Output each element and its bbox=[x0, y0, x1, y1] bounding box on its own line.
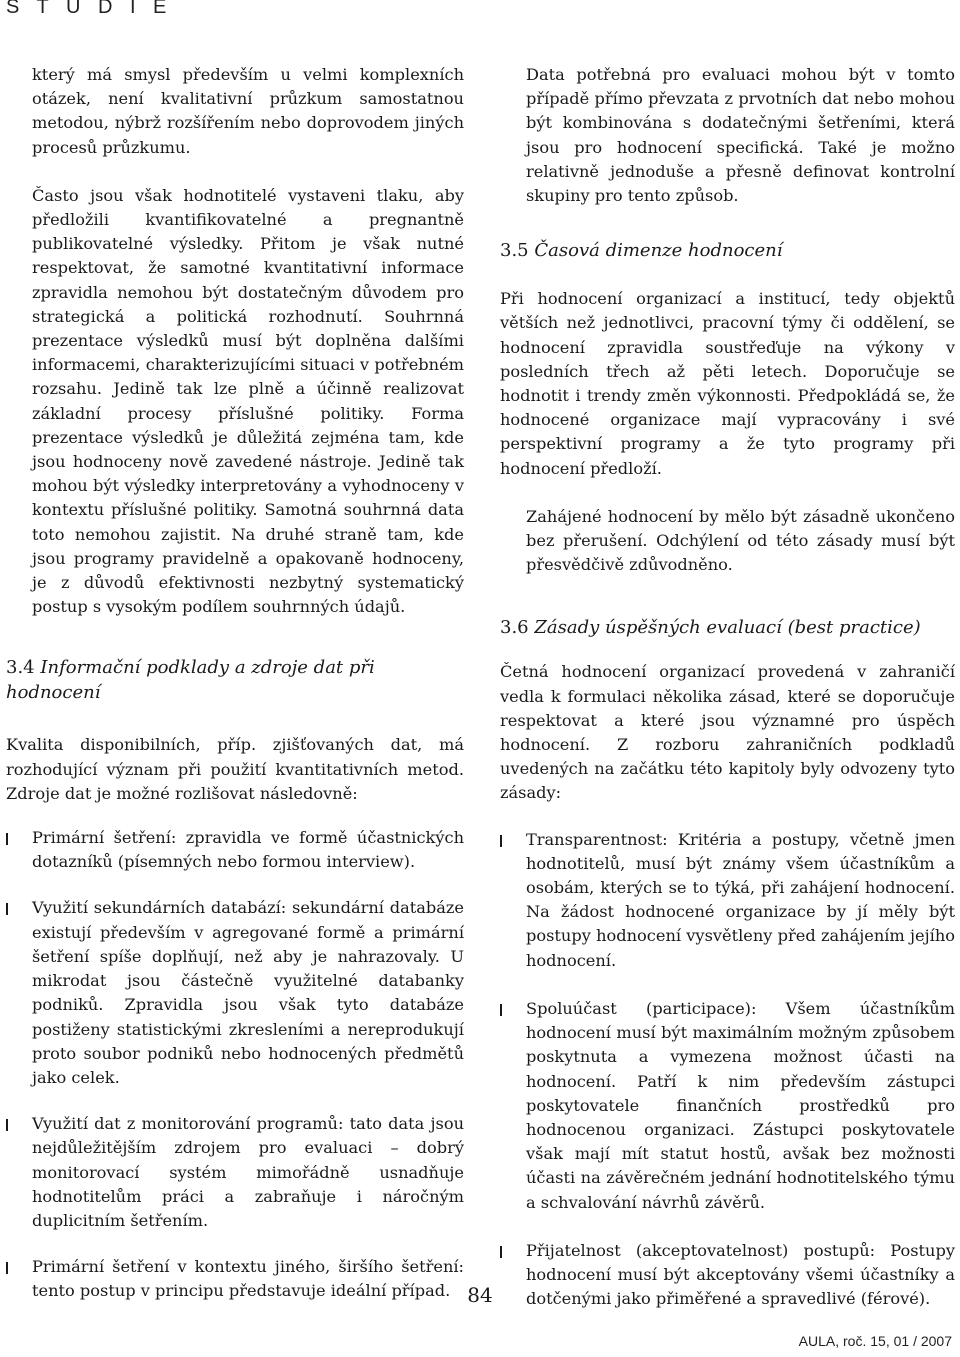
section-heading-3-5 bbox=[500, 238, 955, 263]
list-item bbox=[6, 826, 464, 874]
running-header: S T U D I E bbox=[6, 0, 173, 18]
section-heading-3-4 bbox=[6, 655, 464, 705]
section-heading-3-6 bbox=[500, 615, 955, 640]
bullet-mark bbox=[500, 835, 502, 847]
list-item-text: Primární šetření v kontextu jiného, širšího šetření: tento postup v principu představuje ideální případ. bbox=[32, 1257, 464, 1301]
data-sources-list bbox=[6, 826, 464, 1303]
list-item-text: Využití dat z monitorování programů: tato data jsou nejdůležitějším zdrojem pro evaluaci – dobrý monitorovací systém mimořádně usnadňuje hodnotitelům práci a zabraňuje i náročným duplicitním šetřením. bbox=[32, 1114, 464, 1230]
list-item bbox=[500, 997, 955, 1215]
section-title: Informační podklady a zdroje dat při hodnocení bbox=[6, 657, 375, 704]
section-3-5-paragraph: Při hodnocení organizací a institucí, tedy objektů větších než jednotlivci, pracovní týmy či oddělení, se hodnocení zpravidla soustřeďuje na výkony v posledních třech až pěti letech. Doporučuje se hodnotit i trendy změn výkonnosti. Předpokládá se, že hodnocené organizace mají vypracovány i své perspektivní programy a že tyto programy při hodnocení předloží. bbox=[500, 289, 955, 478]
left-body-paragraph: Často jsou však hodnotitelé vystaveni tlaku, aby předložili kvantifikovatelné a pregnantně publikovatelné výsledky. Přitom je však nutné respektovat, že samotné kvantitativní informace zpravidla nemohou být dostatečným důvodem pro strategická a politická rozhodnutí. Souhrnná prezentace výsledků musí být doplněna dalšími informacemi, charakterizujícími situaci v potřebném rozsahu. Jedině tak lze plně a účinně realizovat základní procesy příslušné politiky. Forma prezentace výsledků je důležitá zejména tam, kde jsou hodnoceny nově zavedené nástroje. Jedině tak mohou být výsledky interpretovány a vyhodnoceny v kontextu příslušné politiky. Samotná souhrnná data toto nemohou zajistit. Na druhé straně tam, kde jsou programy pravidelně a opakovaně hodnoceny, je z důvodů efektivnosti nezbytný systematický postup s vysokým podílem souhrnných údajů. bbox=[32, 185, 464, 617]
section-3-5-paragraph: Zahájené hodnocení by mělo být zásadně ukončeno bez přerušení. Odchýlení od této zásady musí být přesvědčivě zdůvodněno. bbox=[526, 506, 955, 575]
principles-list bbox=[500, 828, 955, 1312]
list-item bbox=[6, 896, 464, 1090]
bullet-mark bbox=[6, 833, 8, 845]
journal-footer: AULA, roč. 15, 01 / 2007 bbox=[798, 1333, 952, 1349]
bullet-mark bbox=[6, 903, 8, 915]
list-item bbox=[500, 828, 955, 973]
section-number: 3.6 bbox=[500, 617, 529, 639]
section-number: 3.5 bbox=[500, 240, 529, 262]
page-number: 84 bbox=[467, 1283, 493, 1307]
list-item-text: Spoluúčast (participace): Všem účastníkům hodnocení musí být maximálním možným způsobem poskytnuta a vymezena možnost účasti na hodnocení. Patří k nim především zástupci poskytovatele finančních prostředků pro hodnocenou organizaci. Zástupci poskytovatele však mají mít statut hostů, avšak bez možnosti účasti na závěrečném jednání hodnotitelského týmu a schvalování návrhů závěrů. bbox=[526, 998, 955, 1212]
right-column bbox=[500, 63, 955, 1311]
list-item-text: Primární šetření: zpravidla ve formě účastnických dotazníků (písemných nebo formou interview). bbox=[32, 828, 464, 872]
bullet-mark bbox=[500, 1004, 502, 1016]
section-title: Zásady úspěšných evaluací (best practice) bbox=[534, 617, 921, 639]
list-item-text: Transparentnost: Kritéria a postupy, včetně jmen hodnotitelů, musí být známy všem účastníkům a osobám, kterých se to týká, při zahájení hodnocení. Na žádost hodnocené organizace by jí měly být postupy hodnocení vysvětleny před zahájením jejího hodnocení. bbox=[526, 829, 955, 970]
bullet-mark bbox=[6, 1119, 8, 1131]
left-column bbox=[6, 63, 464, 1304]
list-item-text: Přijatelnost (akceptovatelnost) postupů: Postupy hodnocení musí být akceptovány všemi účastníky a dotčenými jako přiměřené a spravedlivé (férové). bbox=[526, 1240, 955, 1309]
list-item-text: Využití sekundárních databází: sekundární databáze existují především v agregované formě a primární šetření spíše doplňují, než aby je nahrazovaly. U mikrodat jsou částečně využitelné databanky podniků. Zpravidla jsou však tyto databáze postiženy statistickými zkresleními a nereprodukují proto soubor podniků nebo hodnocených předmětů jako celek. bbox=[32, 898, 464, 1087]
section-intro-paragraph: Kvalita disponibilních, příp. zjišťovaných dat, má rozhodující význam při použití kvantitativních metod. Zdroje dat je možné rozlišovat následovně: bbox=[6, 735, 464, 803]
bullet-mark bbox=[6, 1262, 8, 1274]
left-intro-paragraph: který má smysl především u velmi komplexních otázek, není kvalitativní průzkum samostatnou metodou, nýbrž rozšířením nebo doprovodem jiných procesů průzkumu. bbox=[32, 65, 464, 157]
bullet-mark bbox=[500, 1246, 502, 1258]
section-title: Časová dimenze hodnocení bbox=[534, 240, 783, 262]
list-item bbox=[6, 1112, 464, 1233]
right-intro-paragraph: Data potřebná pro evaluaci mohou být v tomto případě přímo převzata z prvotních dat nebo mohou být kombinována s dodatečnými šetřeními, která jsou pro hodnocení specifická. Také je možno relativně jednoduše a přesně definovat kontrolní skupiny pro tento způsob. bbox=[526, 65, 955, 206]
section-number: 3.4 bbox=[6, 657, 35, 679]
section-3-6-intro: Četná hodnocení organizací provedená v zahraničí vedla k formulaci několika zásad, které se doporučuje respektovat a které jsou významné pro úspěch hodnocení. Z rozboru zahraničních podkladů uvedených na začátku této kapitoly byly odvozeny tyto zásady: bbox=[500, 662, 955, 803]
